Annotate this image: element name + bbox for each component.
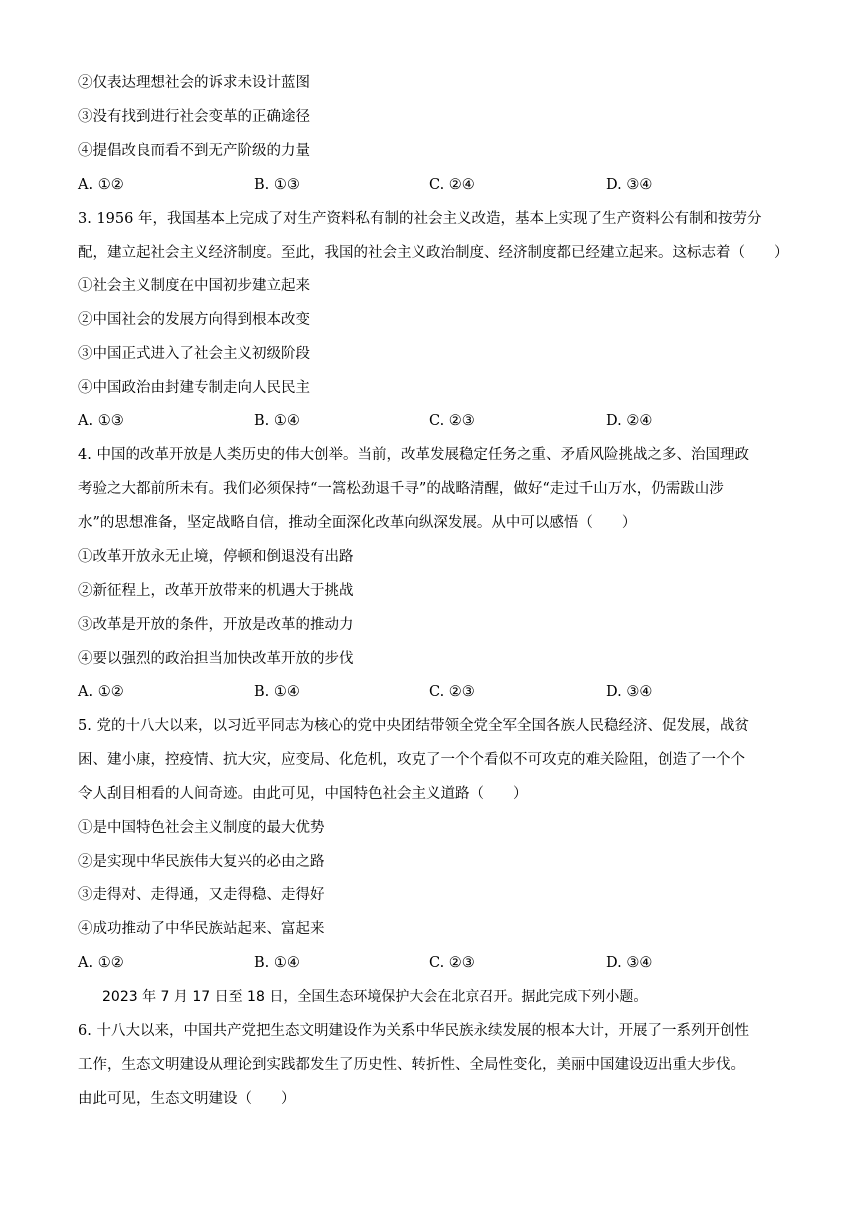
q5-item-3: ③走得对、走得通，又走得稳、走得好 [78, 887, 325, 903]
q2-option-a[interactable]: A. ①② [78, 177, 124, 193]
q2-option-d[interactable]: D. ③④ [606, 177, 653, 193]
q3-item-3: ③中国正式进入了社会主义初级阶段 [78, 346, 310, 362]
q5-option-d[interactable]: D. ③④ [606, 955, 653, 971]
q5-option-a[interactable]: A. ①② [78, 955, 124, 971]
q4-item-3: ③改革是开放的条件，开放是改革的推动力 [78, 617, 354, 633]
q3-item-4: ④中国政治由封建专制走向人民民主 [78, 380, 310, 396]
q4-stem-line-3: 水”的思想准备，坚定战略自信，推动全面深化改革向纵深发展。从中可以感悟（ ） [78, 515, 637, 531]
q2-options [78, 175, 778, 195]
q3-options [78, 411, 778, 431]
q4-option-b[interactable]: B. ①④ [254, 684, 300, 700]
q6-stem-line-1: 6. 十八大以来，中国共产党把生态文明建设作为关系中华民族永续发展的根本大计，开展了一系列开创性 [78, 1023, 749, 1039]
q4-stem-line-1: 4. 中国的改革开放是人类历史的伟大创举。当前，改革发展稳定任务之重、矛盾风险挑战之多、治国理政 [78, 447, 749, 463]
q2-option-b[interactable]: B. ①③ [254, 177, 300, 193]
q2-option-c[interactable]: C. ②④ [429, 177, 475, 193]
q4-item-2: ②新征程上，改革开放带来的机遇大于挑战 [78, 583, 354, 599]
q5-options [78, 953, 778, 973]
q2-item-2: ②仅表达理想社会的诉求未设计蓝图 [78, 75, 310, 91]
q2-item-4: ④提倡改良而看不到无产阶级的力量 [78, 143, 310, 159]
q3-item-2: ②中国社会的发展方向得到根本改变 [78, 312, 310, 328]
q5-stem-line-3: 令人刮目相看的人间奇迹。由此可见，中国特色社会主义道路（ ） [78, 786, 528, 802]
q4-item-1: ①改革开放永无止境，停顿和倒退没有出路 [78, 549, 354, 565]
q5-item-1: ①是中国特色社会主义制度的最大优势 [78, 820, 325, 836]
q2-item-3: ③没有找到进行社会变革的正确途径 [78, 109, 310, 125]
q3-item-1: ①社会主义制度在中国初步建立起来 [78, 278, 310, 294]
q5-option-b[interactable]: B. ①④ [254, 955, 300, 971]
q4-item-4: ④要以强烈的政治担当加快改革开放的步伐 [78, 651, 354, 667]
q5-item-4: ④成功推动了中华民族站起来、富起来 [78, 921, 325, 937]
q4-option-c[interactable]: C. ②③ [429, 684, 475, 700]
q6-stem-line-2: 工作，生态文明建设从理论到实践都发生了历史性、转折性、全局性变化，美丽中国建设迈出重大步伐。 [78, 1057, 745, 1073]
section-intro: 2023 年 7 月 17 日至 18 日，全国生态环境保护大会在北京召开。据此完成下列小题。 [102, 989, 648, 1005]
q5-item-2: ②是实现中华民族伟大复兴的必由之路 [78, 854, 325, 870]
q4-options [78, 682, 778, 702]
q5-option-c[interactable]: C. ②③ [429, 955, 475, 971]
q4-option-a[interactable]: A. ①② [78, 684, 124, 700]
q4-option-d[interactable]: D. ③④ [606, 684, 653, 700]
q4-stem-line-2: 考验之大都前所未有。我们必须保持“一篙松劲退千寻”的战略清醒，做好“走过千山万水，仍需跋山涉 [78, 481, 724, 497]
q3-option-a[interactable]: A. ①③ [78, 413, 124, 429]
q5-stem-line-1: 5. 党的十八大以来，以习近平同志为核心的党中央团结带领全党全军全国各族人民稳经济、促发展，战贫 [78, 718, 749, 734]
q3-stem-line-1: 3. 1956 年，我国基本上完成了对生产资料私有制的社会主义改造，基本上实现了生产资料公有制和按劳分 [78, 211, 762, 227]
q6-stem-line-3: 由此可见，生态文明建设（ ） [78, 1091, 296, 1107]
q3-stem-line-2: 配，建立起社会主义经济制度。至此，我国的社会主义政治制度、经济制度都已经建立起来。这标志着（ ） [78, 245, 789, 261]
q3-option-b[interactable]: B. ①④ [254, 413, 300, 429]
q3-option-d[interactable]: D. ②④ [606, 413, 653, 429]
q5-stem-line-2: 困、建小康，控疫情、抗大灾，应变局、化危机，攻克了一个个看似不可攻克的难关险阻，创造了一个个 [78, 752, 745, 768]
q3-option-c[interactable]: C. ②③ [429, 413, 475, 429]
